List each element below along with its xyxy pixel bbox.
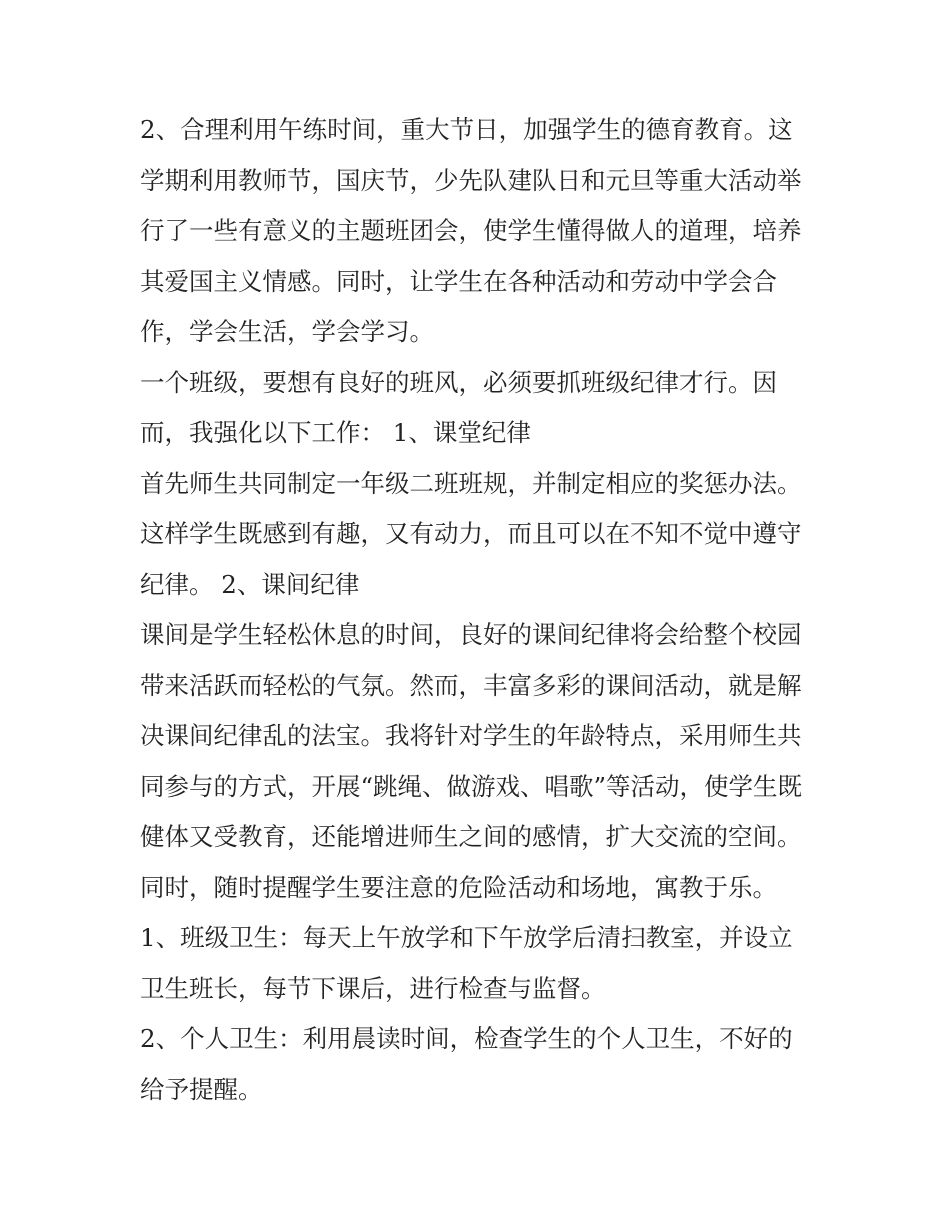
text-line: 而，我强化以下工作： 1、课堂纪律 (140, 418, 531, 447)
text-line: 决课间纪律乱的法宝。我将针对学生的年龄特点，采用师生共 (140, 721, 802, 750)
text-line: 同参与的方式，开展“跳绳、做游戏、唱歌”等活动，使学生既 (140, 771, 803, 801)
text-line: 纪律。 2、课间纪律 (140, 569, 360, 599)
text-line: 其爱国主义情感。同时，让学生在各种活动和劳动中学会合 (140, 266, 777, 296)
text-line: 2、个人卫生：利用晨读时间，检查学生的个人卫生，不好的 (140, 1024, 793, 1053)
text-line: 2、合理利用午练时间，重大节日，加强学生的德育教育。这 (140, 115, 793, 144)
text-line: 行了一些有意义的主题班团会，使学生懂得做人的道理，培养 (140, 216, 802, 245)
text-line: 健体又受教育，还能增进师生之间的感情，扩大交流的空间。 (140, 822, 802, 851)
text-line: 同时，随时提醒学生要注意的危险活动和场地，寓教于乐。 (140, 872, 777, 902)
text-line: 作，学会生活，学会学习。 (140, 317, 434, 346)
text-line: 带来活跃而轻松的气氛。然而，丰富多彩的课间活动，就是解 (140, 670, 802, 700)
text-line: 课间是学生轻松休息的时间，良好的课间纪律将会给整个校园 (140, 620, 802, 649)
text-line: 1、班级卫生：每天上午放学和下午放学后清扫教室，并设立 (140, 923, 793, 952)
text-line: 首先师生共同制定一年级二班班规，并制定相应的奖惩办法。 (140, 468, 802, 498)
document-body (140, 105, 820, 1115)
text-line: 给予提醒。 (140, 1074, 263, 1104)
text-line: 卫生班长，每节下课后，进行检查与监督。 (140, 973, 606, 1003)
text-line: 学期利用教师节，国庆节，少先队建队日和元旦等重大活动举 (140, 165, 802, 195)
text-line: 一个班级，要想有良好的班风，必须要抓班级纪律才行。因 (140, 367, 777, 397)
text-line: 这样学生既感到有趣，又有动力，而且可以在不知不觉中遵守 (140, 519, 802, 548)
